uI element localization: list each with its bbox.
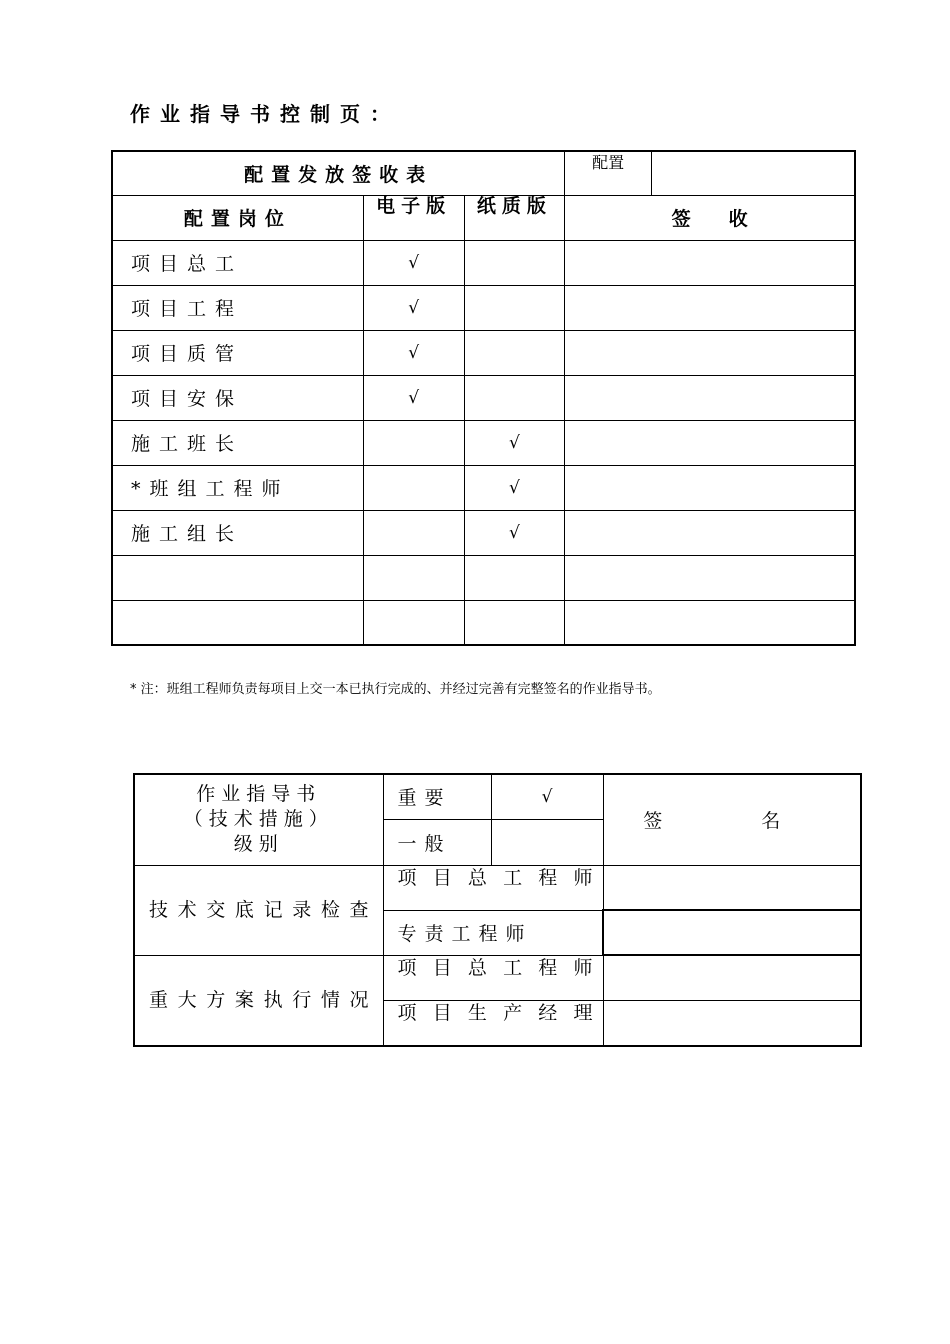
row-sign [565,375,855,420]
row-sign [565,330,855,375]
row-paper [464,600,565,645]
role-production-manager: 项目生产经理 [397,1001,593,1024]
row-paper [464,330,565,375]
tech-record-label [134,865,383,955]
row-position [112,555,363,600]
header-position: 配置岗位 [112,195,363,240]
row-paper: √ [464,420,565,465]
sign-header: 签 名 [603,774,861,865]
row-position: 施工组长 [112,510,363,555]
config-label: 配置 [592,153,625,173]
table-row [112,375,855,420]
row-electronic [363,465,464,510]
row-electronic: √ [363,240,464,285]
row-paper [464,285,565,330]
level-label-line-3: 级别 [233,833,284,856]
sign-production-manager [603,1000,861,1046]
row-sign [565,285,855,330]
sign-dedicated-engineer [603,910,861,955]
row-position: 项目安保 [112,375,363,420]
row-paper [464,555,565,600]
row-electronic [363,510,464,555]
table-row [112,240,855,285]
row-electronic: √ [363,285,464,330]
row-sign [565,555,855,600]
major-plan-label [134,955,383,1046]
level-important: 重要 [383,774,491,819]
level-label-line-1: 作业指导书 [196,783,322,806]
level-label-cell [134,774,383,865]
header-paper-cell [464,195,565,240]
row-position: *班组工程师 [112,465,363,510]
row-position: 项目质管 [112,330,363,375]
row-paper: √ [464,465,565,510]
row-electronic [363,555,464,600]
table-row [112,420,855,465]
table-row [112,465,855,510]
config-table-title: 配置发放签收表 [112,151,565,195]
table-row [112,510,855,555]
row-sign [565,465,855,510]
row-position: 施工班长 [112,420,363,465]
row-sign [565,510,855,555]
row-position [112,600,363,645]
table-row [112,330,855,375]
table-row [112,285,855,330]
role-cell [383,865,603,910]
row-electronic: √ [363,330,464,375]
header-electronic-cell [363,195,464,240]
tech-record-text: 技术交底记录检查 [149,898,369,921]
row-electronic [363,420,464,465]
role-cell [383,955,603,1000]
row-position: 项目工程 [112,285,363,330]
level-important-mark: √ [491,774,603,819]
config-label-cell [565,151,652,195]
row-position: 项目总工 [112,240,363,285]
header-electronic: 电子版 [376,195,452,217]
page-title: 作业指导书控制页： [130,102,400,126]
row-paper: √ [464,510,565,555]
header-paper: 纸质版 [476,195,552,217]
level-sign-table [133,773,862,1047]
table-row [112,600,855,645]
role-chief-engineer-1: 项目总工程师 [397,866,593,889]
config-value [652,151,855,195]
sign-chief-engineer-1 [603,865,861,910]
row-paper [464,375,565,420]
role-chief-engineer-2: 项目总工程师 [397,956,593,979]
row-electronic: √ [363,375,464,420]
level-general-mark [491,819,603,865]
level-general: 一般 [383,819,491,865]
sign-chief-engineer-2 [603,955,861,1000]
header-sign: 签 收 [565,195,855,240]
footnote: * 注：班组工程师负责每项目上交一本已执行完成的、并经过完善有完整签名的作业指导书。 [130,682,661,697]
row-electronic [363,600,464,645]
major-plan-text: 重大方案执行情况 [149,988,369,1011]
role-cell [383,1000,603,1046]
row-sign [565,240,855,285]
table-row [112,555,855,600]
config-distribution-table [111,150,856,646]
row-paper [464,240,565,285]
level-label-line-2: （技术措施） [183,808,334,831]
row-sign [565,600,855,645]
row-sign [565,420,855,465]
role-dedicated-engineer: 专责工程师 [383,910,603,955]
